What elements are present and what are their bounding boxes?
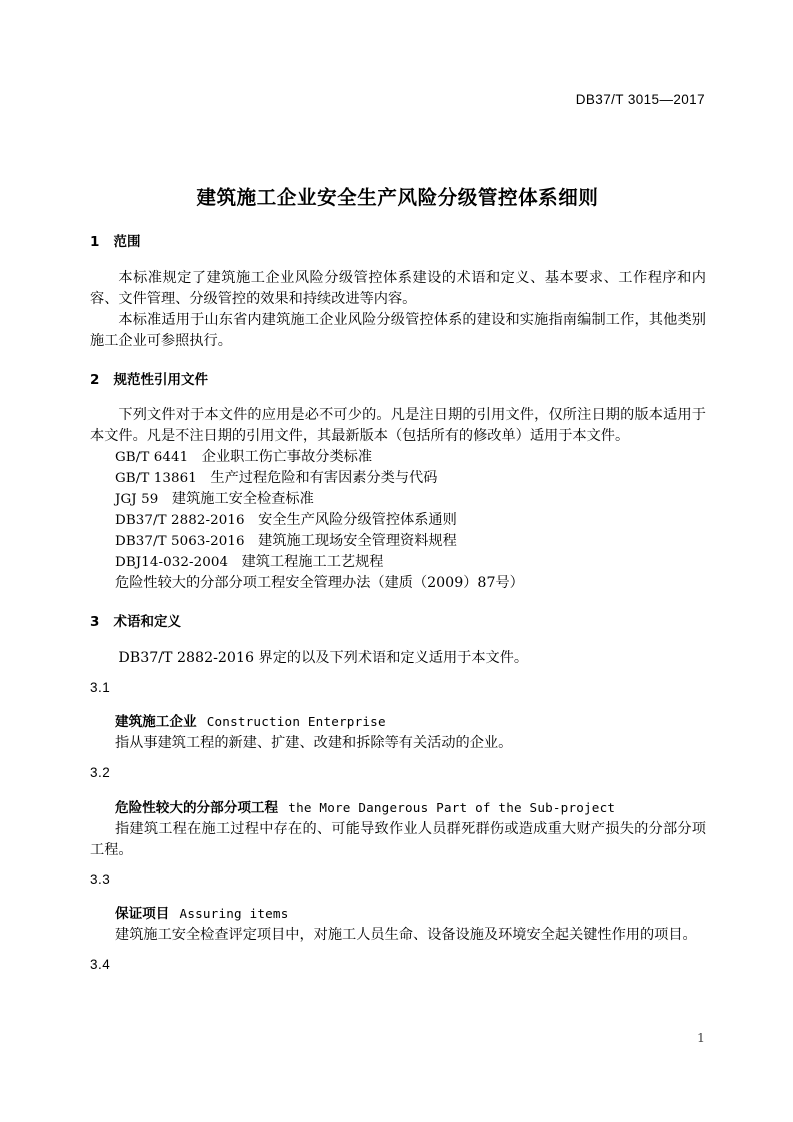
term-name-en: the More Dangerous Part of the Sub-project: [288, 799, 616, 815]
term-name-en: Assuring items: [179, 906, 289, 921]
term-name-cn: 危险性较大的分部分项工程: [115, 799, 279, 816]
term-gap: [278, 797, 288, 816]
reference-title: 危险性较大的分部分项工程安全管理办法（建质（2009）87号）: [115, 575, 524, 591]
term-gap: [197, 711, 207, 730]
term-entry-heading: [90, 902, 706, 925]
reference-gap: [188, 449, 202, 465]
term-name-en: Construction Enterprise: [206, 714, 386, 729]
section-heading-gap: [99, 614, 113, 630]
reference-gap: [158, 491, 172, 507]
normative-references-intro: 下列文件对于本文件的应用是必不可少的。凡是注日期的引用文件，仅所注日期的版本适用于本文件。凡是不注日期的引用文件，其最新版本（包括所有的修改单）适用于本文件。: [90, 407, 706, 444]
reference-code: GB/T 6441: [115, 450, 189, 465]
reference-item: [90, 447, 706, 468]
term-name-cn: 建筑施工企业: [115, 714, 197, 730]
term-entry-heading: [90, 796, 706, 819]
reference-code: DB37/T 2882-2016: [115, 513, 245, 528]
reference-code: DB37/T 5063-2016: [115, 534, 245, 549]
subclause-number-3-3: 3.3: [90, 871, 111, 887]
term-name-cn: 保证项目: [115, 906, 170, 922]
reference-item: [90, 510, 706, 531]
section-number-terms: 3: [90, 614, 100, 630]
reference-item: [90, 531, 706, 552]
document-header-standard-number: DB37/T 3015—2017: [575, 92, 705, 107]
reference-gap: [245, 533, 259, 549]
page-title: 建筑施工企业安全生产风险分级管控体系细则: [196, 186, 599, 210]
term-definition: 指从事建筑工程的新建、扩建、改建和拆除等有关活动的企业。: [115, 735, 513, 751]
section-heading-gap: [99, 234, 113, 250]
section-heading-scope: [90, 236, 706, 250]
reference-title: 企业职工伤亡事故分类标准: [201, 449, 373, 465]
document-body: [90, 236, 706, 972]
section-title-terms: 术语和定义: [113, 614, 182, 630]
reference-title: 生产过程危险和有害因素分类与代码: [210, 470, 438, 486]
subclause-number-3-2: 3.2: [90, 765, 111, 780]
reference-title: 建筑施工安全检查标准: [171, 491, 314, 507]
reference-title: 建筑施工现场安全管理资料规程: [258, 533, 457, 549]
section-number-scope: 1: [90, 234, 100, 250]
scope-paragraph-2: 本标准适用于山东省内建筑施工企业风险分级管控体系的建设和实施指南编制工作，其他类别施工企业可参照执行。: [90, 311, 706, 349]
term-definition: 建筑施工安全检查评定项目中，对施工人员生命、设备设施及环境安全起关键性作用的项目。: [115, 927, 697, 943]
terms-intro: DB37/T 2882-2016 界定的以及下列术语和定义适用于本文件。: [118, 649, 529, 666]
section-number-normative-references: 2: [90, 371, 100, 388]
subclause-number-3-1: 3.1: [90, 679, 111, 695]
reference-code: DBJ14-032-2004: [115, 555, 229, 570]
section-heading-terms: [90, 616, 706, 630]
reference-item: [90, 468, 706, 489]
reference-title: 建筑工程施工工艺规程: [241, 554, 384, 570]
reference-gap: [245, 512, 259, 528]
footer-page-number: 1: [697, 1030, 705, 1045]
scope-paragraph-1: 本标准规定了建筑施工企业风险分级管控体系建设的术语和定义、基本要求、工作程序和内容、文件管理、分级管控的效果和持续改进等内容。: [90, 269, 706, 307]
reference-title: 安全生产风险分级管控体系通则: [258, 512, 457, 528]
section-title-scope: 范围: [113, 234, 141, 250]
reference-item: [90, 489, 706, 510]
reference-item: [90, 552, 706, 573]
section-heading-gap: [99, 372, 113, 388]
term-gap: [169, 903, 179, 922]
reference-gap: [228, 554, 242, 570]
term-entry-heading: [90, 710, 706, 733]
term-definition: 指建筑工程在施工过程中存在的、可能导致作业人员群死群伤或造成重大财产损失的分部分项工程。: [90, 820, 706, 858]
subclause-number-3-4: 3.4: [90, 957, 111, 972]
section-heading-normative-references: [90, 371, 706, 388]
reference-code: JGJ 59: [115, 492, 159, 507]
section-title-normative-references: 规范性引用文件: [113, 371, 209, 388]
reference-code: GB/T 13861: [115, 471, 197, 486]
reference-item: [90, 573, 706, 594]
reference-gap: [197, 470, 211, 486]
